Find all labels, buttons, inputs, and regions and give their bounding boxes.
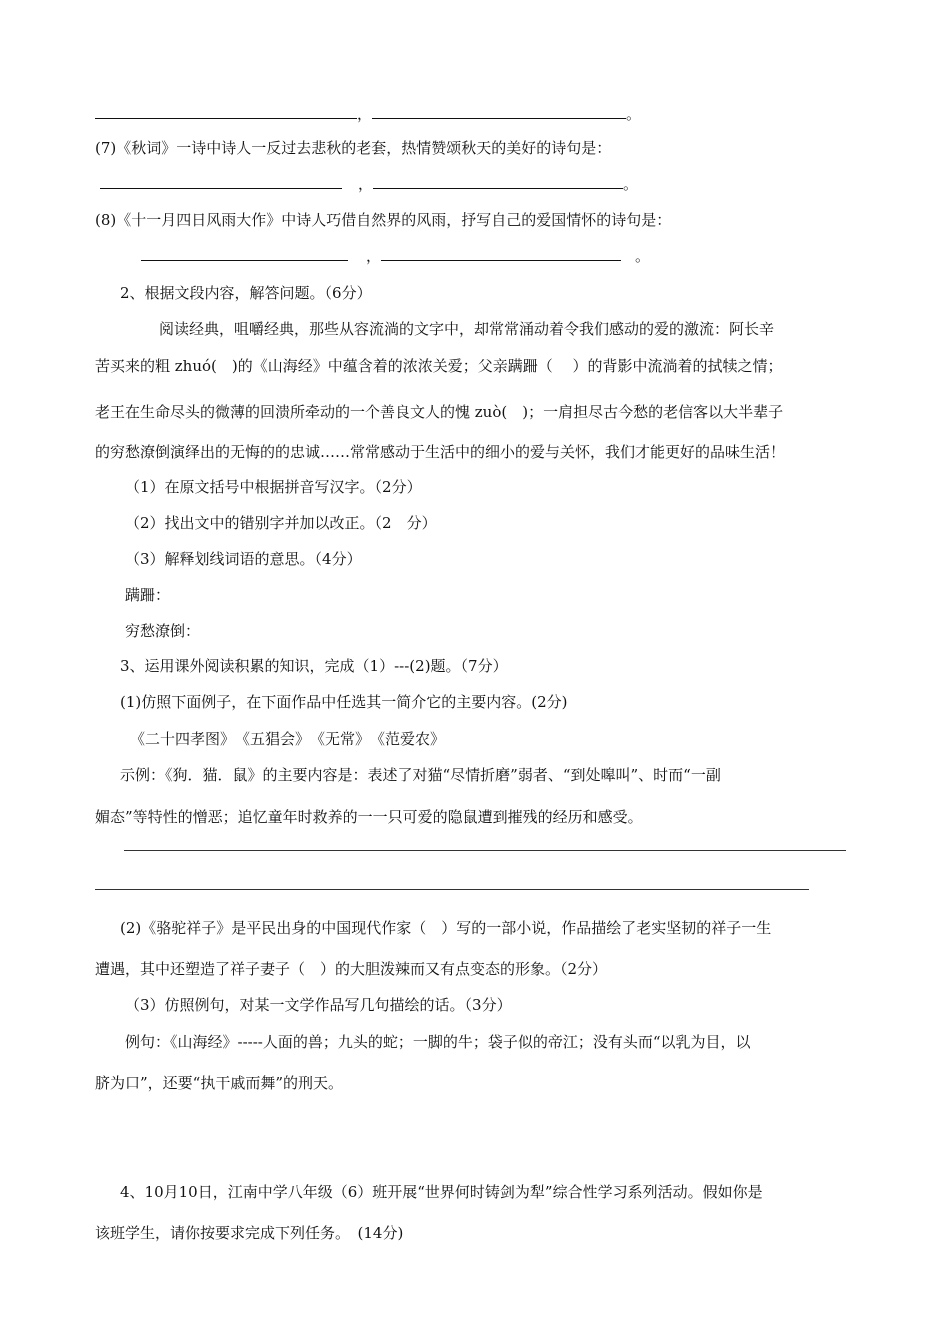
answer-blank[interactable] — [373, 174, 623, 189]
question-2-1: （1）在原文括号中根据拼音写汉字。（2分） — [125, 478, 422, 496]
answer-rule-1[interactable] — [124, 850, 846, 851]
question-2-3: （3）解释划线词语的意思。（4分） — [125, 550, 362, 568]
example-line-1: 示例：《狗．猫．鼠》的主要内容是：表述了对猫“尽情折磨”弱者、“到处嗥叫”、时而“一副 — [120, 766, 721, 784]
term-panshan: 蹒跚： — [125, 586, 171, 604]
answer-blank[interactable] — [381, 246, 621, 261]
section-2-title: 2、根据文段内容，解答问题。（6分） — [120, 284, 372, 302]
period: 。 — [623, 175, 639, 193]
answer-line-8 — [141, 246, 650, 266]
question-3-1: (1)仿照下面例子，在下面作品中任选其一简介它的主要内容。(2分) — [120, 693, 568, 711]
works-list: 《二十四孝图》 《五猖会》 《无常》 《范爱农》 — [130, 730, 446, 748]
passage-line-1: 阅读经典，咀嚼经典，那些从容流淌的文字中，却常常涌动着令我们感动的爱的激流：阿长辛 — [159, 320, 775, 338]
question-2-2: （2）找出文中的错别字并加以改正。（2 分） — [125, 514, 437, 532]
answer-blank[interactable] — [372, 104, 626, 119]
passage-line-3: 老王在生命尽头的微薄的回溃所牵动的一个善良文人的愧 zuò( )；一肩担尽古今愁的老信客以大半辈子 — [95, 403, 784, 421]
answer-blank[interactable] — [141, 246, 348, 261]
answer-blank[interactable] — [95, 104, 357, 119]
question-3-2-line-2: 遭遇，其中还塑造了祥子妻子（ ）的大胆泼辣而又有点变态的形象。（2分） — [95, 960, 608, 978]
separator: ， — [357, 105, 373, 123]
answer-line-6 — [95, 104, 641, 124]
question-3-3: （3）仿照例句，对某一文学作品写几句描绘的话。（3分） — [125, 996, 512, 1014]
question-7: (7)《秋词》一诗中诗人一反过去悲秋的老套，热情赞颂秋天的美好的诗句是： — [95, 139, 612, 157]
separator: ， — [358, 175, 374, 193]
separator: ， — [366, 247, 382, 265]
passage-line-2: 苦买来的粗 zhuó( )的《山海经》中蕴含着的浓浓关爱；父亲蹒跚（ ）的背影中流淌着的拭犊之情； — [95, 357, 783, 375]
example-line-2: 媚态”等特性的憎恶；追忆童年时救养的一一只可爱的隐鼠遭到摧残的经历和感受。 — [95, 808, 643, 826]
question-8: (8)《十一月四日风雨大作》中诗人巧借自然界的风雨，抒写自己的爱国情怀的诗句是： — [95, 211, 672, 229]
section-4-line-1: 4、10月10日，江南中学八年级（6）班开展“世界何时铸剑为犁”综合性学习系列活动。假如你是 — [120, 1183, 763, 1201]
model-sentence-line-2: 脐为口”，还要“执干戚而舞”的刑天。 — [95, 1074, 344, 1092]
section-3-title: 3、运用课外阅读积累的知识，完成（1）---(2)题。（7分） — [120, 657, 508, 675]
answer-line-7 — [100, 174, 638, 194]
question-3-2-line-1: (2)《骆驼祥子》是平民出身的中国现代作家（ ）写的一部小说，作品描绘了老实坚韧的祥子一生 — [120, 919, 772, 937]
model-sentence-line-1: 例句：《山海经》-----人面的兽；九头的蛇；一脚的牛；袋子似的帝江；没有头而“以乳为目，以 — [125, 1033, 751, 1051]
period: 。 — [626, 105, 642, 123]
passage-line-4: 的穷愁潦倒演绎出的无悔的的忠诚……常常感动于生活中的细小的爱与关怀，我们才能更好的品味生活！ — [95, 443, 786, 461]
period: 。 — [635, 247, 651, 265]
section-4-line-2: 该班学生，请你按要求完成下列任务。 (14分) — [95, 1224, 404, 1242]
answer-rule-2[interactable] — [95, 889, 809, 890]
term-qiongchou: 穷愁潦倒： — [125, 622, 201, 640]
answer-blank[interactable] — [100, 174, 342, 189]
